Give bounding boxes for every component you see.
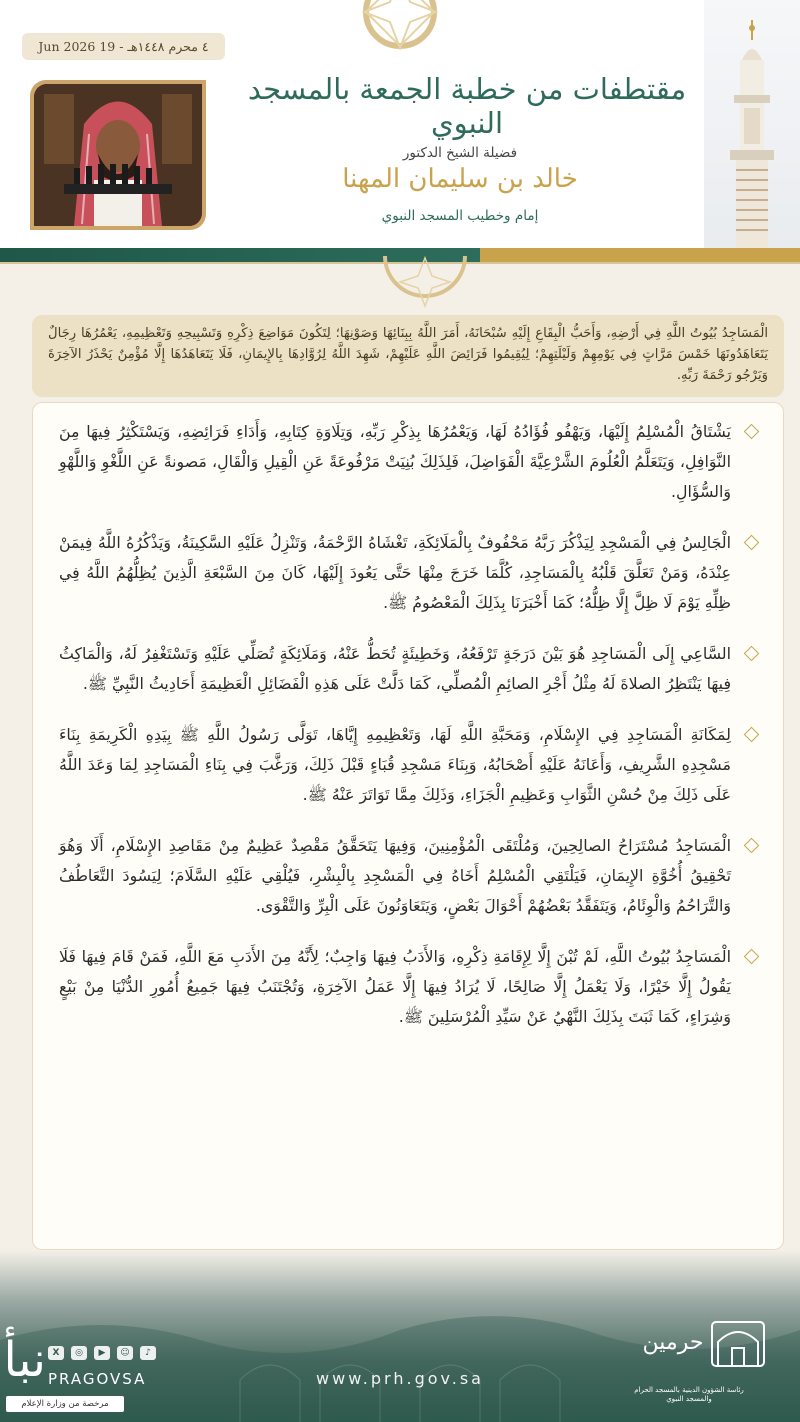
- content-card: [32, 402, 784, 1250]
- diamond-bullet-icon: [744, 727, 760, 743]
- youtube-icon[interactable]: ▶: [94, 1346, 110, 1360]
- paragraph-text: لِمَكَانَةِ الْمَسَاجِدِ فِي الإِسْلَامِ، وَمَحَبَّةِ اللَّهِ لَهَا، وَتَعْظِيمِهِ إِيَّاهَا، تَوَلَّى رَسُولُ اللَّهِ ﷺ بِيَدِهِ الْكَرِيمَةِ بِنَاءَ مَسْجِدِهِ الشَّرِيفِ، وَأَعَانَهُ عَلَيْهِ أَصْحَابُهُ، وَبِنَاءَ مَسْجِدِ قُبَاءٍ قَبْلَ ذَلِكَ، وَرَغَّبَ فِي بِنَاءِ الْمَسَاجِدِ لِمَا وَعَدَ اللَّهُ عَلَى ذَلِكَ مِنْ حُسْنِ الثَّوَابِ وَعَظِيمِ الْجَزَاءِ، وَذَلِكَ مِمَّا تَوَاتَرَ عَنْهُ ﷺ.: [59, 725, 731, 804]
- paragraph-text: السَّاعِي إِلَى الْمَسَاجِدِ هُوَ بَيْنَ دَرَجَةٍ تَرْفَعُهُ، وَخَطِيئَةٍ تُحَطُّ عَنْهُ، وَمَلَائِكَةٍ تُصَلِّي عَلَيْهِ وَتَسْتَغْفِرُ لَهُ، وَالْمَاكِثُ فِيهَا يَنْتَظِرُ الصلاةَ لَهُ مِثْلُ أَجْرِ الصائِمِ الْمُصلِّي، كَمَا دَلَّتْ عَلَى هَذِهِ الْفَضَائِلِ الْعَظِيمَةِ أَحَادِيثُ النَّبِيِّ ﷺ.: [59, 644, 731, 693]
- sheikh-photo: [34, 84, 202, 226]
- snapchat-icon[interactable]: ☺: [117, 1346, 133, 1360]
- paragraph-3: [59, 639, 757, 699]
- paragraph-text: الْمَسَاجِدُ مُسْتَرَاحُ الصالِحِينَ، وَمُلْتَقَى الْمُؤْمِنِينَ، وَفِيهَا يَتَحَقَّقُ مَقْصِدٌ عَظِيمٌ مِنْ مَقَاصِدِ الإِسْلَامِ، أَلَا وَهُوَ تَحْقِيقُ أُخُوَّةِ الإِيمَانِ، فَيَلْتَقِي الْمُسْلِمُ أَخَاهُ فِي الْمَسْجِدِ بِالْبِشْرِ، فَيُلْقِي عَلَيْهِ السَّلَامَ؛ لِيَسُودَ التَّعَاطُفُ وَالتَّرَاحُمُ وَالْوِئَامُ، وَيَتَفَقَّدُ بَعْضُهُمْ أَحْوَالَ بَعْضٍ، وَيَتَعَاوَنُونَ عَلَى الْبِرِّ وَالتَّقْوَى.: [59, 836, 731, 915]
- minaret-image: [704, 0, 800, 248]
- header: [0, 0, 800, 248]
- sheikh-photo-frame: [30, 80, 206, 230]
- sheikh-honorific: فضيلة الشيخ الدكتور: [402, 145, 518, 161]
- paragraph-2: [59, 528, 757, 618]
- website-link[interactable]: www.prh.gov.sa: [316, 1369, 484, 1388]
- diamond-bullet-icon: [744, 535, 760, 551]
- islamic-ornament-mid: [380, 256, 470, 316]
- diamond-bullet-icon: [744, 949, 760, 965]
- tiktok-icon[interactable]: ♪: [140, 1346, 156, 1360]
- paragraph-5: [59, 831, 757, 921]
- sheikh-role: إمام وخطيب المسجد النبوي: [381, 208, 539, 224]
- prh-subtitle: رئاسة الشؤون الدينية بالمسجد الحرام والمسجد النبوي: [634, 1386, 744, 1403]
- paragraph-4: [59, 720, 757, 810]
- instagram-icon[interactable]: ◎: [71, 1346, 87, 1360]
- paragraph-text: يَشْتَاقُ الْمُسْلِمُ إِلَيْهَا، وَيَهْفُو فُؤَادُهُ لَهَا، وَيَعْمُرُهَا بِذِكْرِ رَبِّهِ، وَتِلَاوَةِ كِتَابِهِ، وَأَدَاءِ فَرَائِضِهِ، وَيَسْتَكْثِرُ فِيهَا مِنَ النَّوَافِلِ، وَيَتَعَلَّمُ الْعُلُومَ الشَّرْعِيَّةَ الْفَوَاضِلَ، فَلِذَلِكَ بُنِيَتْ مَرْفُوعَةً عَنِ الْقِيلِ وَالْقَالِ، مَصونةً عَنِ اللَّغْوِ وَاللَّهْوِ وَالسُّؤَالِ.: [59, 422, 731, 501]
- social-handle[interactable]: PRAGOVSA: [48, 1370, 147, 1388]
- social-links: [48, 1346, 158, 1364]
- page-title: مقتطفات من خطبة الجمعة بالمسجد النبوي: [247, 72, 687, 140]
- paragraph-text: الْمَسَاجِدُ بُيُوتُ اللَّهِ، لَمْ تُبْنَ إِلَّا لِإِقَامَةِ ذِكْرِهِ، وَالأَدَبُ فِيهَا وَاجِبٌ؛ لِأَنَّهُ مِنَ الأَدَبِ مَعَ اللَّهِ، فَمَنْ قَامَ فِيهَا فَلَا يَقُولُ إِلَّا خَيْرًا، وَلَا يَعْمَلُ إِلَّا صَالِحًا، لَا يُرَادُ فِيهَا إِلَّا عَمَلُ الآخِرَةِ، وَتُجْتَنَبُ فِيهَا جَمِيعُ أُمُورِ الدُّنْيَا مِنْ بَيْعٍ وَشِرَاءٍ، كَمَا ثَبَتَ بِذَلِكَ النَّهْيُ عَنْ سَيِّدِ الْمُرْسَلِينَ ﷺ.: [59, 947, 731, 1026]
- diamond-bullet-icon: [744, 838, 760, 854]
- sheikh-name: خالد بن سليمان المهنا: [342, 164, 578, 194]
- islamic-ornament-top: [340, 0, 460, 62]
- paragraph-6: [59, 942, 757, 1032]
- intro-box: الْمَسَاجِدُ بُيُوتُ اللَّهِ فِي أَرْضِهِ، وَأَحَبُّ الْبِقَاعِ إِلَيْهِ سُبْحَانَهُ، أَمَرَ اللَّهُ بِبِنَائِهَا وَصَوْنِهَا؛ لِتَكُونَ مَوَاضِعَ ذِكْرِهِ وَتَسْبِيحِهِ وَتَعْظِيمِهِ، يَعْمُرُهَا رِجَالٌ يَتَعَاهَدُونَهَا خَمْسَ مَرَّاتٍ فِي يَوْمِهِمْ وَلَيْلَتِهِمْ؛ لِيُقِيمُوا فَرَائِضَ اللَّهِ عَلَيْهِمْ، شَهِدَ اللَّهُ لِرُوَّادِهَا بِالإِيمَانِ، فَلَا يَتَعَاهَدُهَا إِلَّا مُؤْمِنٌ يَحْذَرُ الآخِرَةَ وَيَرْجُو رَحْمَةَ رَبِّهِ.: [32, 315, 784, 397]
- paragraph-text: الْجَالِسُ فِي الْمَسْجِدِ لِيَذْكُرَ رَبَّهُ مَحْفُوفٌ بِالْمَلَائِكَةِ، تَغْشَاهُ الرَّحْمَةُ، وَتَنْزِلُ عَلَيْهِ السَّكِينَةُ، وَيَذْكُرُهُ اللَّهُ فِيمَنْ عِنْدَهُ، وَمَنْ تَعَلَّقَ قَلْبُهُ بِالْمَسَاجِدِ، كُلَّمَا خَرَجَ مِنْهَا حَتَّى يَعُودَ إِلَيْهَا، كَانَ مِنَ السَّبْعَةِ الَّذِينَ يُظِلُّهُمُ اللَّهُ فِي ظِلِّهِ يَوْمَ لَا ظِلَّ إِلَّا ظِلُّهُ؛ كَمَا أَخْبَرَنَا بِذَلِكَ الْمَعْصُومُ ﷺ.: [59, 533, 731, 612]
- diamond-bullet-icon: [744, 646, 760, 662]
- naba-logo: نبأ: [3, 1332, 46, 1388]
- prh-name: حرمين: [642, 1330, 704, 1355]
- x-icon[interactable]: X: [48, 1346, 64, 1360]
- license-badge: مرخصة من وزارة الإعلام: [6, 1396, 124, 1412]
- paragraph-1: [59, 417, 757, 507]
- diamond-bullet-icon: [744, 424, 760, 440]
- date-badge: ٤ محرم ١٤٤٨هـ - 19 Jun 2026: [22, 33, 225, 60]
